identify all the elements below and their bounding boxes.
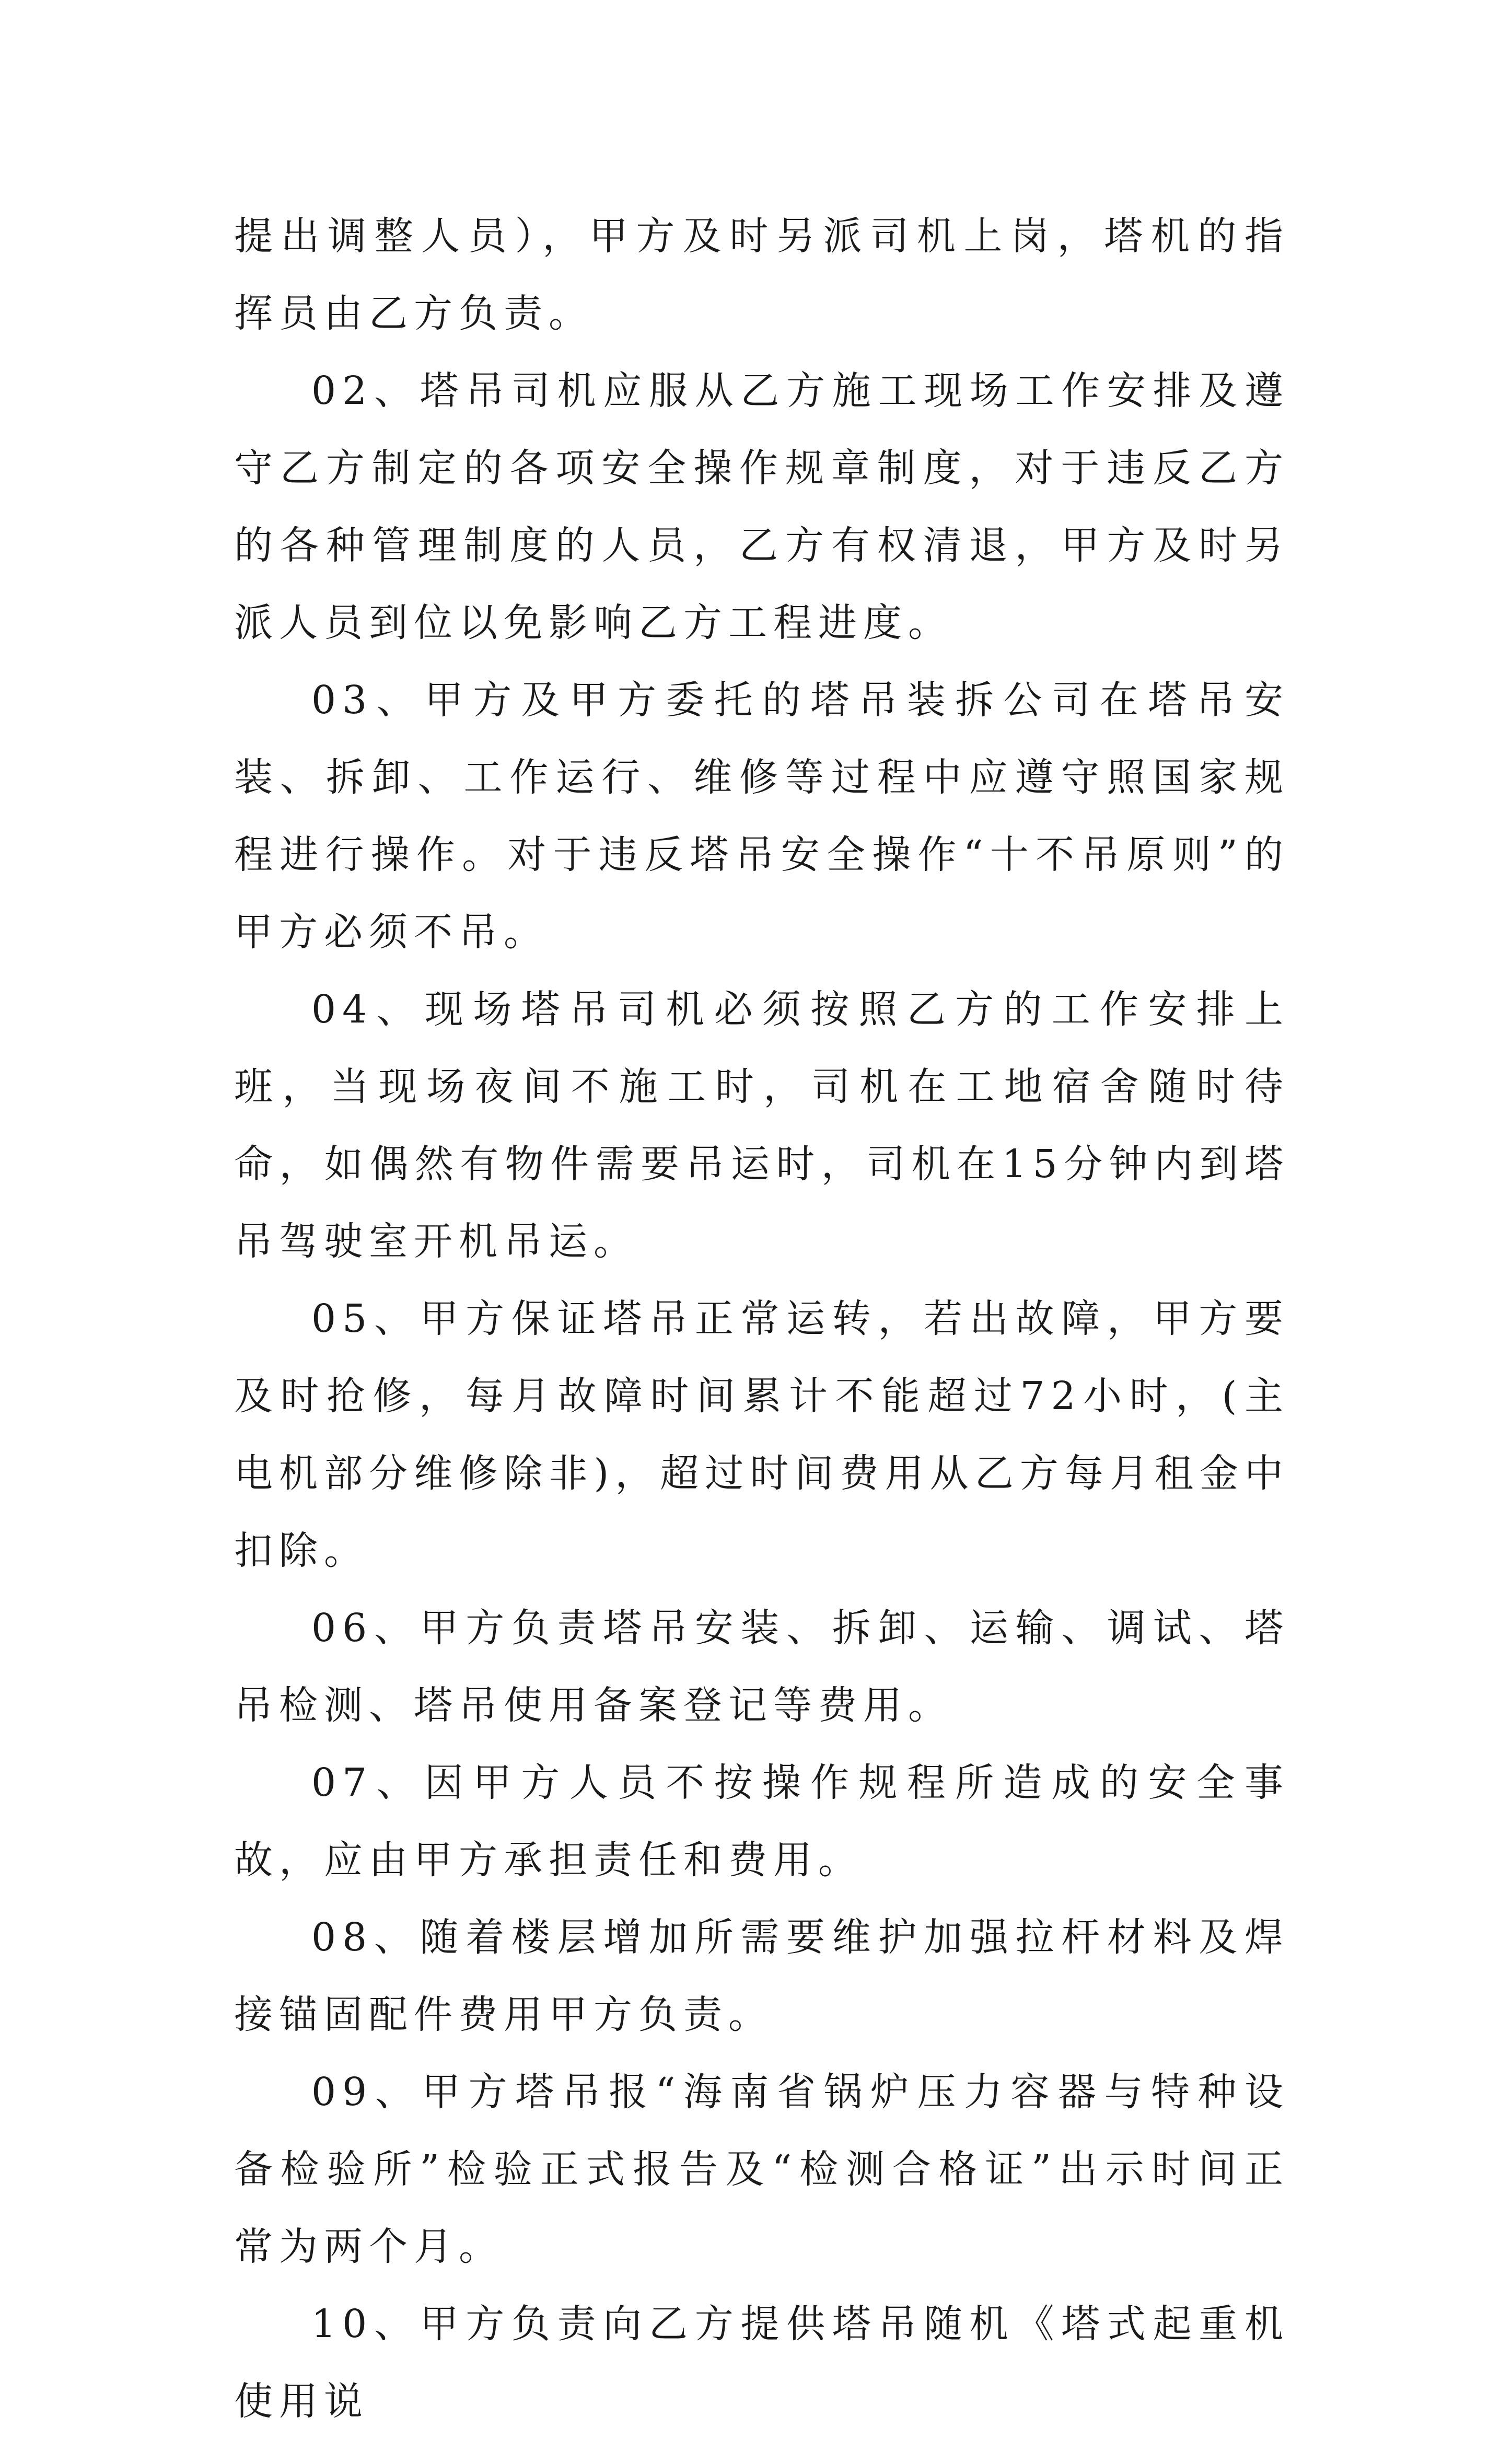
paragraph-clause-09: 09、甲方塔吊报“海南省锅炉压力容器与特种设备检验所”检验正式报告及“检测合格证”出示时间正常为两个月。 — [234, 2070, 1289, 2269]
paragraph-clause-06: 06、甲方负责塔吊安装、拆卸、运输、调试、塔吊检测、塔吊使用备案登记等费用。 — [234, 1606, 1289, 1728]
paragraph-continuation: 提出调整人员），甲方及时另派司机上岗，塔机的指挥员由乙方负责。 — [234, 214, 1289, 336]
paragraph-clause-05: 05、甲方保证塔吊正常运转，若出故障，甲方要及时抢修，每月故障时间累计不能超过72小时，(主电机部分维修除非)，超过时间费用从乙方每月租金中扣除。 — [234, 1296, 1289, 1573]
paragraph-clause-10: 10、甲方负责向乙方提供塔吊随机《塔式起重机使用说 — [234, 2302, 1289, 2424]
paragraph-clause-04: 04、现场塔吊司机必须按照乙方的工作安排上班，当现场夜间不施工时，司机在工地宿舍随时待命，如偶然有物件需要吊运时，司机在15分钟内到塔吊驾驶室开机吊运。 — [234, 987, 1289, 1264]
paragraph-clause-02: 02、塔吊司机应服从乙方施工现场工作安排及遵守乙方制定的各项安全操作规章制度，对于违反乙方的各种管理制度的人员，乙方有权清退，甲方及时另派人员到位以免影响乙方工程进度。 — [234, 368, 1289, 645]
paragraph-clause-07: 07、因甲方人员不按操作规程所造成的安全事故，应由甲方承担责任和费用。 — [234, 1760, 1289, 1883]
paragraph-clause-08: 08、随着楼层增加所需要维护加强拉杆材料及焊接锚固配件费用甲方负责。 — [234, 1915, 1289, 2037]
paragraph-clause-03: 03、甲方及甲方委托的塔吊装拆公司在塔吊安装、拆卸、工作运行、维修等过程中应遵守照国家规程进行操作。对于违反塔吊安全操作“十不吊原则”的甲方必须不吊。 — [234, 678, 1289, 955]
document-body — [234, 197, 1289, 2440]
